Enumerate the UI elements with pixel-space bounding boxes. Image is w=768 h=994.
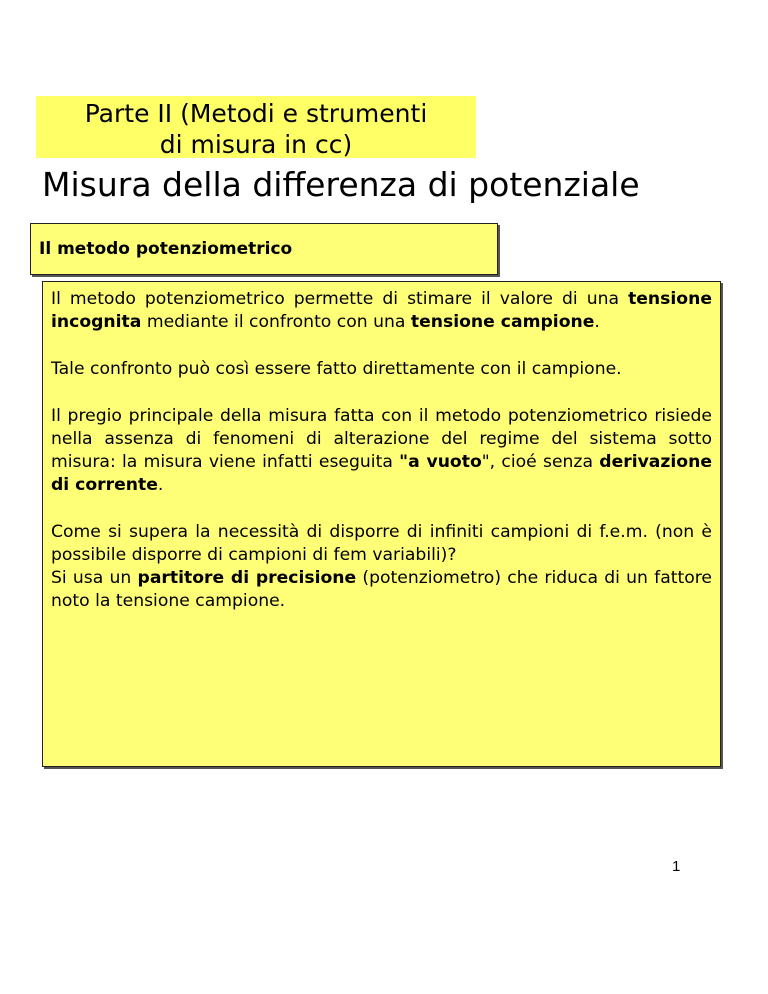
- section-title: Il metodo potenziometrico: [39, 239, 293, 259]
- paragraph-4-text: Come si supera la necessità di disporre di infiniti campioni di f.e.m. (non è possibile disporre di campioni di fem variabili)?: [51, 522, 712, 565]
- paragraph-3: [51, 405, 712, 497]
- paragraph-5-text-2: (potenziometro) che riduca di un fattore noto la tensione campione.: [51, 568, 712, 611]
- paragraph-1-text-2: mediante il confronto con una: [141, 312, 411, 332]
- paragraph-1-bold-2: tensione campione: [410, 312, 595, 332]
- part-heading: [36, 96, 476, 158]
- paragraph-5-text-1: Si usa un: [51, 568, 138, 588]
- paragraph-2-text: Tale confronto può così essere fatto direttamente con il campione.: [51, 359, 622, 379]
- paragraph-3-text-2: ", cioé senza: [481, 452, 600, 472]
- paragraph-3-bold-2: derivazione di corrente: [51, 452, 712, 495]
- paragraph-1-text-1: Il metodo potenziometrico permette di stimare il valore di una: [51, 289, 629, 309]
- page-number: 1: [672, 858, 681, 875]
- paragraph-4: [51, 521, 712, 567]
- content-box: [42, 281, 721, 767]
- paragraph-3-bold-1: "a vuoto: [399, 452, 482, 472]
- page-title: Misura della differenza di potenziale: [42, 165, 640, 204]
- paragraph-3-text-3: .: [157, 475, 164, 495]
- paragraph-1-bold-1: tensione incognita: [51, 289, 712, 332]
- part-heading-line-2: di misura in cc): [159, 130, 353, 159]
- paragraph-2: [51, 358, 712, 381]
- paragraph-3-text-1: Il pregio principale della misura fatta con il metodo potenziometrico risiede nella assenza di fenomeni di alterazione del regime del sistema sotto misura: la misura viene infatti eseguita: [51, 406, 712, 472]
- paragraph-1-text-3: .: [594, 312, 600, 332]
- paragraph-5-bold-1: partitore di precisione: [137, 568, 357, 588]
- part-heading-line-1: Parte II (Metodi e strumenti: [84, 99, 428, 128]
- paragraph-5: [51, 567, 712, 613]
- section-heading-box: [30, 223, 498, 275]
- paragraph-1: [51, 288, 712, 334]
